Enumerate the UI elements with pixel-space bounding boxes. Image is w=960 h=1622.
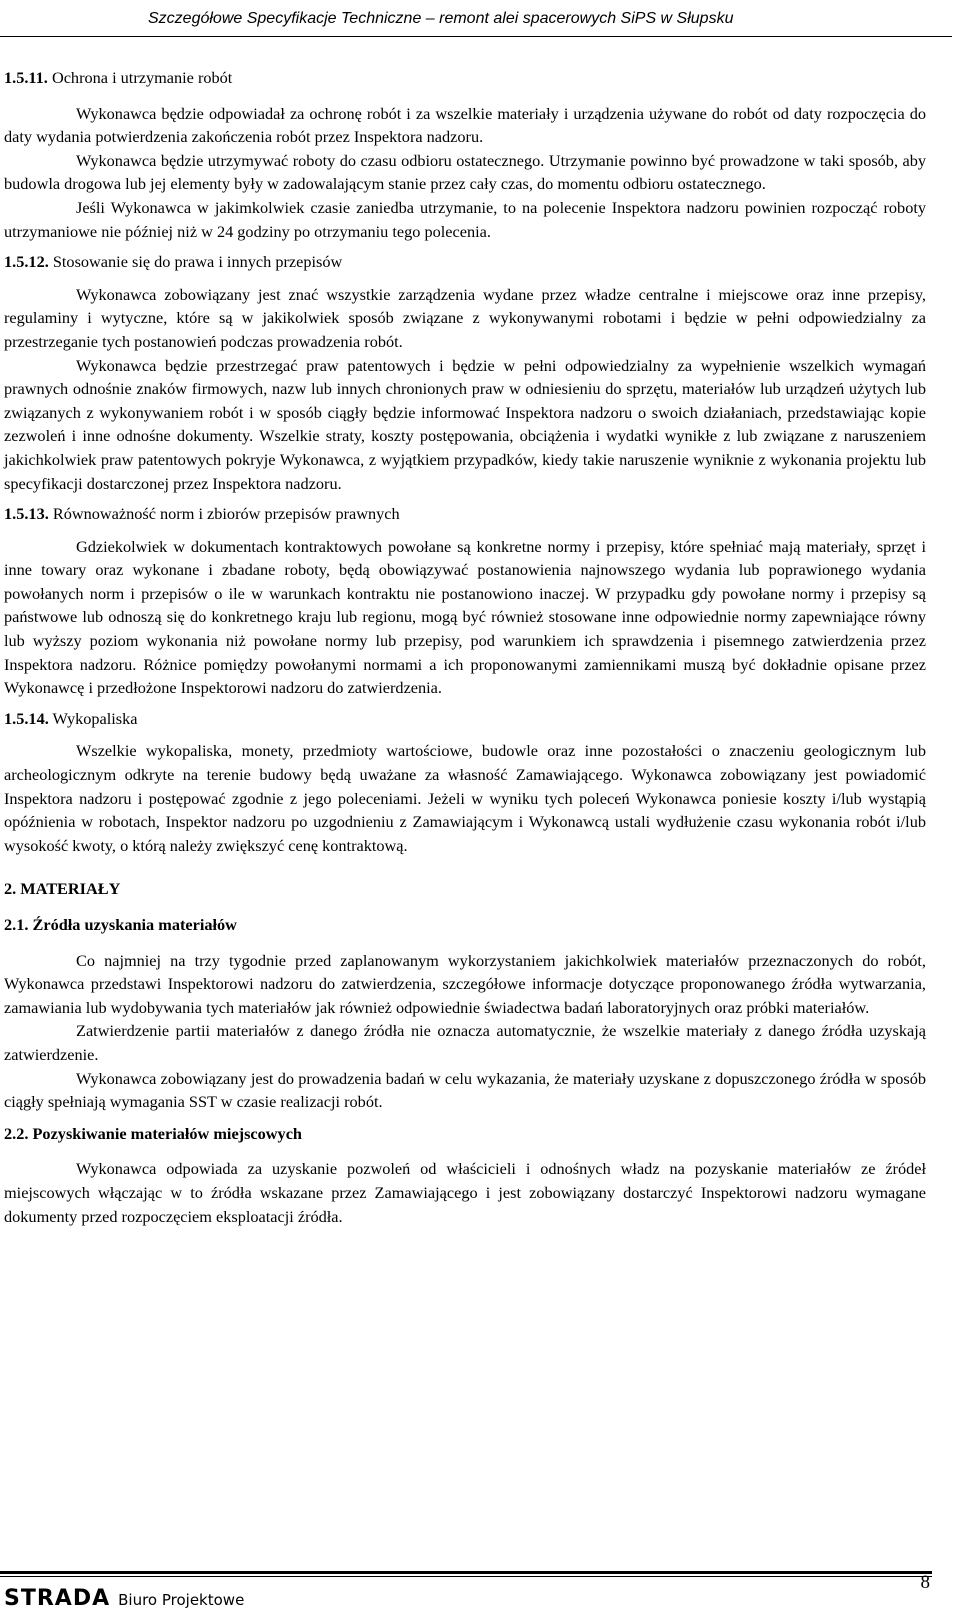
paragraph: Wykonawca będzie odpowiadał za ochronę robót i za wszelkie materiały i urządzenia używane do robót od daty rozpoczęcia do daty wydania potwierdzenia zakończenia robót przez Inspektora nadzoru. — [4, 103, 926, 147]
company-name: Biuro Projektowe — [118, 1591, 245, 1609]
paragraph: Jeśli Wykonawca w jakimkolwiek czasie zaniedba utrzymanie, to na polecenie Inspektora nadzoru powinien rozpocząć roboty utrzymaniowe nie później niż w 24 godziny po otrzymaniu tego polecenia. — [4, 197, 926, 241]
paragraph: Wykonawca zobowiązany jest znać wszystkie zarządzenia wydane przez władze centralne i miejscowe oraz inne przepisy, regulaminy i wytyczne, które są w jakikolwiek sposób związane z wykonywanymi robotami i będzie w pełni odpowiedzialny za przestrzeganie tych postanowień podczas prowadzenia robót. — [4, 284, 926, 351]
chapter-heading: 2. MATERIAŁY — [4, 879, 121, 899]
section-title: Równoważność norm i zbiorów przepisów prawnych — [48, 504, 400, 524]
section-number: 1.5.14. — [4, 708, 49, 728]
header-divider — [0, 36, 952, 37]
paragraph: Gdziekolwiek w dokumentach kontraktowych powołane są konkretne normy i przepisy, które spełniać mają materiały, sprzęt i inne towary oraz wykonane i zbadane roboty, będą obowiązywać postanowienia najnowszego wydania lub poprawionego wydania powołanych norm i przepisów o ile w warunkach kontraktu nie postanowiono inaczej. W przypadku gdy powołane normy i przepisy są państwowe lub odnoszą się do konkretnego kraju lub regionu, mogą być również stosowane inne odpowiednie normy zapewniające równy lub wyższy poziom wykonania niż powołane normy lub przepisy, pod warunkiem ich sprawdzenia i pisemnego zatwierdzenia przez Inspektora nadzoru. Różnice pomiędzy powołanymi normami a ich proponowanymi zamiennikami muszą być dokładnie opisane przez Wykonawcę i przedłożone Inspektorowi nadzoru do zatwierdzenia. — [4, 536, 926, 698]
header-title: Szczegółowe Specyfikacje Techniczne – remont alei spacerowych SiPS w Słupsku — [148, 10, 734, 27]
paragraph: Wykonawca będzie utrzymywać roboty do czasu odbioru ostatecznego. Utrzymanie powinno być prowadzone w taki sposób, aby budowla drogowa lub jej elementy były w zadowalającym stanie przez cały czas, do momentu odbioru ostatecznego. — [4, 150, 926, 194]
paragraph: Wykonawca odpowiada za uzyskanie pozwoleń od właścicieli i odnośnych władz na pozyskanie materiałów ze źródeł miejscowych włączając w to źródła wskazane przez Zamawiającego i jest zobowiązany dostarczyć Inspektorowi nadzoru wymagane dokumenty przed rozpoczęciem eksploatacji źródła. — [4, 1159, 926, 1226]
paragraph: Wszelkie wykopaliska, monety, przedmioty wartościowe, budowle oraz inne pozostałości o znaczeniu geologicznym lub archeologicznym odkryte na terenie budowy będą uważane za własność Zamawiającego. Wykonawca zobowiązany jest powiadomić Inspektora nadzoru i postępować zgodnie z jego poleceniami. Jeżeli w wyniku tych poleceń Wykonawca poniesie koszty i/lub wystąpią opóźnienia w robotach, Inspektor nadzoru po uzgodnieniu z Zamawiającym i Wykonawcą ustali wydłużenie czasu wykonania robót i/lub wysokość kwoty, o którą należy zwiększyć cenę kontraktową. — [4, 741, 926, 855]
footer-divider-thin — [0, 1576, 932, 1577]
subsection-heading-2-2: 2.2. Pozyskiwanie materiałów miejscowych — [4, 1123, 302, 1143]
document-body — [4, 66, 926, 1228]
page-footer — [0, 1568, 960, 1622]
paragraph: Zatwierdzenie partii materiałów z danego źródła nie oznacza automatycznie, że wszelkie materiały z danego źródła uzyskają zatwierdzenie. — [4, 1021, 926, 1064]
paragraph: Co najmniej na trzy tygodnie przed zaplanowanym wykorzystaniem jakichkolwiek materiałów przeznaczonych do robót, Wykonawca przedstawi Inspektorowi nadzoru do zatwierdzenia, szczegółowe informacje dotyczące proponowanego źródła wytwarzania, zamawiania lub wydobywania tych materiałów jak również odpowiednie świadectwa badań laboratoryjnych oraz próbki materiałów. — [4, 950, 926, 1017]
paragraph: Wykonawca będzie przestrzegać praw patentowych i będzie w pełni odpowiedzialny za wypełnienie wszelkich wymagań prawnych odnośnie znaków firmowych, nazw lub innych chronionych praw w odniesieniu do sprzętu, materiałów lub urządzeń użytych lub związanych z wykonywaniem robót i w sposób ciągły będzie informować Inspektora nadzoru o swoich działaniach, przedstawiając kopie zezwoleń i inne odnośne dokumenty. Wszelkie straty, koszty postępowania, obciążenia i wydatki wynikłe z lub związane z naruszeniem jakichkolwiek praw patentowych pokryje Wykonawca, z wyjątkiem przypadków, kiedy takie naruszenie wyniknie z wykonania projektu lub specyfikacji dostarczonej przez Inspektora nadzoru. — [4, 355, 926, 493]
section-title: Wykopaliska — [48, 708, 138, 728]
section-heading-1-5-12 — [4, 250, 926, 274]
section-number: 1.5.11. — [4, 68, 48, 87]
page-number: 8 — [920, 1572, 930, 1593]
section-number: 1.5.12. — [4, 252, 49, 272]
footer-divider — [0, 1571, 932, 1574]
section-number: 1.5.13. — [4, 504, 49, 524]
section-title: Stosowanie się do prawa i innych przepisów — [48, 252, 343, 272]
logo-wordmark: STRADA — [4, 1586, 111, 1611]
paragraph: Wykonawca zobowiązany jest do prowadzenia badań w celu wykazania, że materiały uzyskane z dopuszczonego źródła w sposób ciągły spełniają wymagania SST w czasie realizacji robót. — [4, 1068, 926, 1112]
company-logo — [4, 1586, 244, 1611]
page-header — [0, 6, 960, 36]
section-heading-1-5-13 — [4, 502, 926, 526]
section-heading-1-5-11 — [4, 66, 926, 90]
subsection-heading-2-1: 2.1. Źródła uzyskania materiałów — [4, 915, 237, 934]
section-heading-1-5-14 — [4, 707, 926, 731]
section-title: Ochrona i utrzymanie robót — [47, 68, 233, 87]
